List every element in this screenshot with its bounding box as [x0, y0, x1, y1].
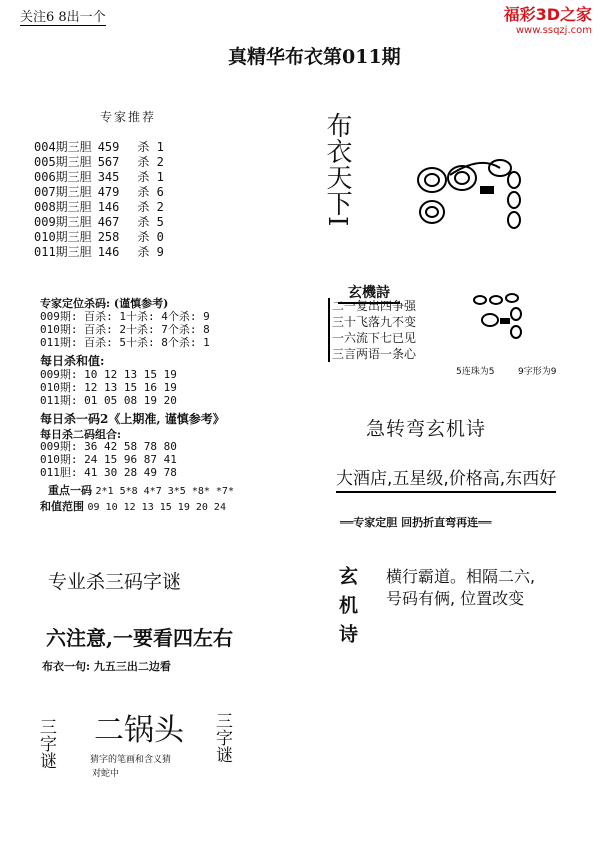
kill-three-title: 专业杀三码字谜 — [48, 571, 182, 593]
position-row: 011期: 百杀: 5十杀: 8个杀: 1 — [40, 336, 210, 349]
two-code-row: 010期: 24 15 96 87 41 — [40, 453, 177, 466]
three-dan-period: 008期三胆 — [34, 200, 92, 214]
three-dan-period: 010期三胆 — [34, 230, 92, 244]
xuanji-line: 二一复出四争强 — [332, 299, 417, 313]
three-dan-row — [34, 245, 164, 260]
page-title: 真精华布衣第011期 — [228, 46, 401, 68]
sum-row: 010期: 12 13 15 16 19 — [40, 381, 177, 394]
three-dan-nums: 345 — [97, 170, 120, 184]
xuanji-line: 一六流下七已见 — [332, 331, 417, 345]
three-dan-kill: 杀 1 — [137, 170, 164, 184]
riddle-hint-1: 猜字的笔画和含义猜 — [90, 755, 172, 765]
poem-line-2: 号码有俩, 位置改变 — [386, 589, 525, 608]
sum-range-value: 09 10 12 13 15 19 20 24 — [87, 502, 226, 513]
sum-heading: 每日杀和值: — [40, 354, 105, 368]
two-code-heading: 每日杀二码组合: — [40, 428, 122, 441]
sum-row: 011期: 01 05 08 19 20 — [40, 394, 177, 407]
poem-heading: 急转弯玄机诗 — [366, 418, 487, 440]
two-code-row: 009期: 36 42 58 78 80 — [40, 440, 177, 453]
three-dan-row — [34, 230, 164, 245]
sum-row: 009期: 10 12 13 15 19 — [40, 368, 177, 381]
expert-dan-right-rule: ══ — [478, 516, 492, 529]
position-rows — [40, 310, 210, 349]
three-dan-period: 006期三胆 — [34, 170, 92, 184]
xuanji-lines — [328, 298, 416, 362]
position-heading: 专家定位杀码: (谨慎参考) — [40, 297, 169, 310]
expert-dan — [340, 514, 491, 530]
expert-dan-left-rule: ══ — [340, 516, 354, 529]
three-dan-kill: 杀 0 — [137, 230, 164, 244]
three-dan-nums: 146 — [97, 245, 120, 259]
key-point — [48, 484, 234, 498]
three-dan-kill: 杀 9 — [137, 245, 164, 259]
buyi-sentence: 布衣一句: 九五三出二边看 — [42, 660, 171, 673]
riddle-right: 三字谜 — [212, 712, 232, 763]
sum-range-label: 和值范围 — [40, 500, 84, 513]
riddle-hint-2: 对蛇中 — [92, 769, 120, 779]
key-point-value: 2*1 5*8 4*7 3*5 *8* *7* — [95, 486, 234, 497]
sum-range — [40, 500, 226, 514]
expert-dan-text: 专家定胆 回扔折直弯再连 — [353, 516, 479, 529]
three-dan-row — [34, 155, 164, 170]
top-note: 关注6 8出一个 — [20, 6, 106, 26]
expert-heading: 专家推荐 — [100, 110, 157, 124]
xuanji-line: 三十飞落九不变 — [332, 315, 417, 329]
three-dan-row — [34, 185, 164, 200]
three-dan-nums: 479 — [97, 185, 120, 199]
logo-url: www.ssqzj.com — [515, 25, 592, 36]
logo-title: 福彩3D之家 — [503, 5, 592, 24]
xuanji-title: 玄機詩 — [338, 282, 400, 304]
three-dan-nums: 467 — [97, 215, 120, 229]
position-row: 009期: 百杀: 1十杀: 4个杀: 9 — [40, 310, 210, 323]
three-dan-kill: 杀 1 — [137, 140, 164, 154]
two-code-rows — [40, 440, 177, 479]
six-notes: 六注意,一要看四左右 — [46, 626, 233, 650]
three-dan-row — [34, 140, 164, 155]
three-dan-row — [34, 170, 164, 185]
three-dan-nums: 146 — [97, 200, 120, 214]
sum-rows — [40, 368, 177, 407]
poem-line-1: 横行霸道。相隔二六, — [386, 567, 536, 586]
hotel-line: 大酒店,五星级,价格高,东西好 — [336, 464, 556, 493]
bead-caption-2: 9字形为9 — [518, 367, 557, 377]
three-dan-period: 007期三胆 — [34, 185, 92, 199]
three-dan-nums: 567 — [97, 155, 120, 169]
bead-caption-1: 5连珠为5 — [456, 367, 495, 377]
three-dan-kill: 杀 2 — [137, 155, 164, 169]
three-dan-nums: 258 — [97, 230, 120, 244]
three-dan-nums: 459 — [97, 140, 120, 154]
riddle-left: 三字谜 — [36, 718, 56, 769]
bead-illustration-icon — [410, 150, 530, 240]
three-dan-period: 011期三胆 — [34, 245, 92, 259]
three-dan-period: 005期三胆 — [34, 155, 92, 169]
three-dan-kill: 杀 6 — [137, 185, 164, 199]
poem-lines — [386, 566, 535, 610]
buyi-vertical: 布衣天下I — [322, 112, 352, 227]
riddle-main: 二锅头 — [94, 713, 184, 748]
three-dan-row — [34, 200, 164, 215]
one-code-heading: 每日杀一码2《上期准, 谨慎参考》 — [40, 412, 225, 426]
two-code-row: 011胆: 41 30 28 49 78 — [40, 466, 177, 479]
three-dan-kill: 杀 2 — [137, 200, 164, 214]
three-dan-list — [34, 140, 164, 260]
three-dan-period: 004期三胆 — [34, 140, 92, 154]
key-point-label: 重点一码 — [48, 484, 92, 497]
position-row: 010期: 百杀: 2十杀: 7个杀: 8 — [40, 323, 210, 336]
three-dan-period: 009期三胆 — [34, 215, 92, 229]
three-dan-kill: 杀 5 — [137, 215, 164, 229]
xuanji-line: 三言两语一条心 — [332, 347, 417, 361]
site-logo[interactable] — [504, 2, 592, 36]
xuanji-vertical: 玄机诗 — [336, 566, 358, 653]
three-dan-row — [34, 215, 164, 230]
bead-shape-icon — [470, 292, 540, 352]
